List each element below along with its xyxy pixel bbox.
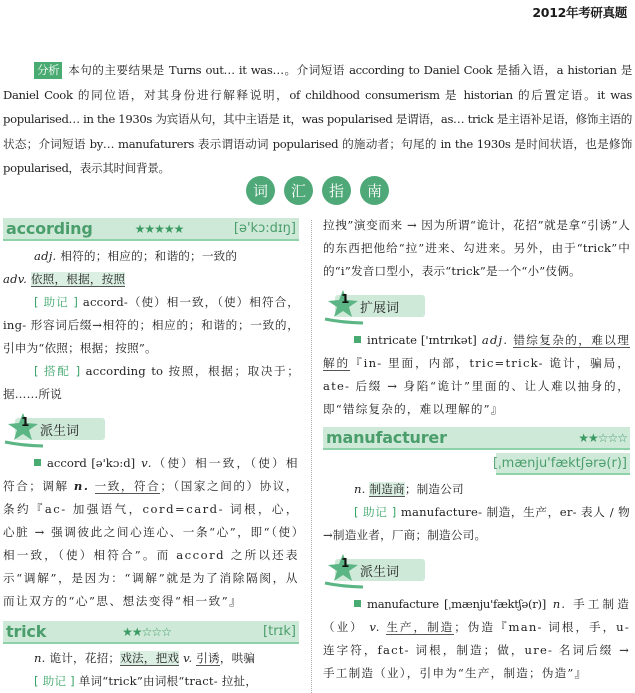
phonetic: [ˌmænju'fæktʃərə(r)] [496,453,630,475]
key-definition: 戏法，把戏 [120,651,180,665]
definition-text: ；伪造 [454,620,495,634]
section-badge [323,289,427,325]
mnemonic [3,670,299,693]
etymology-note: 『in- 里面，内部，tric=trick- 诡计，骗局，ate- 后缀 → 身陷“诡计”里面的、让人难以抽身的，即“错综复杂的，难以理解的”』 [323,356,630,416]
pos-label: v. [183,651,193,665]
right-column [323,218,630,693]
guide-title-char: 指 [322,176,351,205]
derived-word: manufacture [ˌmænju'fæktʃə(r)] [367,597,546,611]
pos-label: adj. [481,333,509,347]
vocabulary-guide-title [0,176,635,205]
definition-text: 相符的；相应的；和谐的；一致的 [60,249,238,263]
key-definition: 引诱 [196,651,220,665]
pos-label: n. [552,597,567,611]
derived-word-entry [3,452,299,613]
etymology-note: 『man- 词根，手，u- 连字符，fact- 词根，制造；做，ure- 名词后缀 → 手工制造（业），引申为“生产，制造；伪造”』 [323,620,630,680]
running-head: 2012年考研真题 [532,5,627,20]
section-label: 派生词 [360,565,400,580]
headword: according [6,219,93,238]
word-header [3,621,299,644]
bullet-square-icon [354,600,361,607]
collocation-text: according to 按照，根据；取决于；据……所说 [3,364,299,401]
entry-according [3,218,299,613]
section-number: 1 [341,556,350,570]
frequency-stars: ★★☆☆☆ [578,430,627,445]
definition-text: 手工制造（业） [323,597,631,634]
definition-text: 诡计，花招； [49,651,121,665]
word-header [323,427,630,450]
mnemonic-label: [ 助记 ] [34,674,75,688]
derived-word: accord [ə'kɔ:d] [47,456,136,470]
derived-word-entry [323,593,630,685]
definition-text: （使）相一致，（使）相符合；调解 [3,456,300,493]
section-number: 1 [21,415,30,429]
headword: trick [6,622,47,641]
key-definition: 一致，符合 [94,479,161,493]
mnemonic-text: 单词“trick”由词根“tract- 拉扯， [78,674,258,688]
entry-trick [3,621,299,693]
headword: manufacturer [326,428,447,447]
frequency-stars: ★★★★★ [134,221,184,236]
definition-text: ；制造公司 [404,482,464,496]
analysis-paragraph [3,58,632,181]
definition [3,647,299,670]
analysis-tag: 分析 [34,62,62,79]
pos-label: n. [354,482,366,496]
analysis-text: 本句的主要结果是 Turns out… it was…。介词短语 according to Daniel Cook 是插入语，a historian 是 Daniel Cook 的同位语，对其身份进行解释说明，of childhood consumerism 是 historian 的后置定语。it was popularised… in the 1930s 为宾语从句，其中主语是 it，was popularised 是谓语，as… trick 是主语补足语，修饰主语的状态；介词短语 by… manufaturers 表示谓语动词 popularised 的施动者；句尾的 in the 1930s 是时间状语，也是修饰 popularised，表示其时间背景。 [3,63,632,175]
pos-label: n. [34,651,46,665]
pos-label: v. [141,456,153,470]
mnemonic-label: [ 助记 ] [354,505,397,519]
mnemonic-text: manufacture- 制造，生产，er- 表人 / 物 →制造业者，厂商；制造公司。 [323,505,630,542]
left-column [3,218,299,693]
definition-text: ，哄骗 [219,651,256,665]
definition [323,478,630,501]
mnemonic [3,291,299,360]
pos-label: v. [369,620,381,634]
phonetic: [ə'kɔ:dɪŋ] [233,221,296,236]
pos-label: n. [73,479,90,493]
frequency-stars: ★★☆☆☆ [122,624,171,639]
key-definition: 依照，根据，按照 [30,272,126,286]
mnemonic-continued: 拉拽”演变而来 → 因为所谓“诡计，花招”就是拿“引诱”人的东西把他给“拉”进来、勾进来。另外，由于“trick”中的“i”发音口型小，表示“trick”是一个“小”伎俩。 [323,218,630,278]
key-definition: 错综复杂的，难以理解的 [323,333,630,370]
guide-title-char: 汇 [284,176,313,205]
bullet-square-icon [354,336,361,343]
extended-word-entry [323,329,630,421]
definition [3,245,299,268]
definition-text: ；（国家之间的）协议，条约 [3,479,299,516]
key-definition: 制造商 [369,482,405,496]
definition [3,268,299,291]
mnemonic-text: accord-（使）相一致，（使）相符合，ing- 形容词后缀→相符的；相应的；和谐的；一致的，引申为“依照；根据；按照”。 [3,295,299,355]
extended-word: intricate ['ɪntrɪkət] [367,333,477,347]
section-label: 派生词 [40,424,80,439]
mnemonic [323,501,630,547]
pos-label: adj. [34,249,57,263]
collocation [3,360,299,406]
section-label: 扩展词 [360,301,400,316]
guide-title-char: 南 [360,176,389,205]
word-header [3,218,299,241]
guide-title-char: 词 [246,176,275,205]
key-definition: 生产，制造 [386,620,455,634]
etymology-note: 『ac- 加强语气，cord=card- 词根，心，心脏 → 强调彼此之间心连心、一条“心”，即“（使）相一致，（使）相符合”。而 accord 之所以还表示“调解”，是因为：“调解”就是为了消除隔阂，从而让双方的“心”思、想法变得“相一致”』 [3,502,299,608]
column-divider [311,220,312,693]
section-badge [3,412,107,448]
section-badge [323,553,427,589]
mnemonic-label: [ 助记 ] [34,295,79,309]
bullet-square-icon [34,459,41,466]
entry-manufacturer [323,427,630,685]
section-number: 1 [341,292,350,306]
collocation-label: [ 搭配 ] [34,364,81,378]
pos-label: adv. [3,272,27,286]
phonetic: [trɪk] [263,624,296,639]
